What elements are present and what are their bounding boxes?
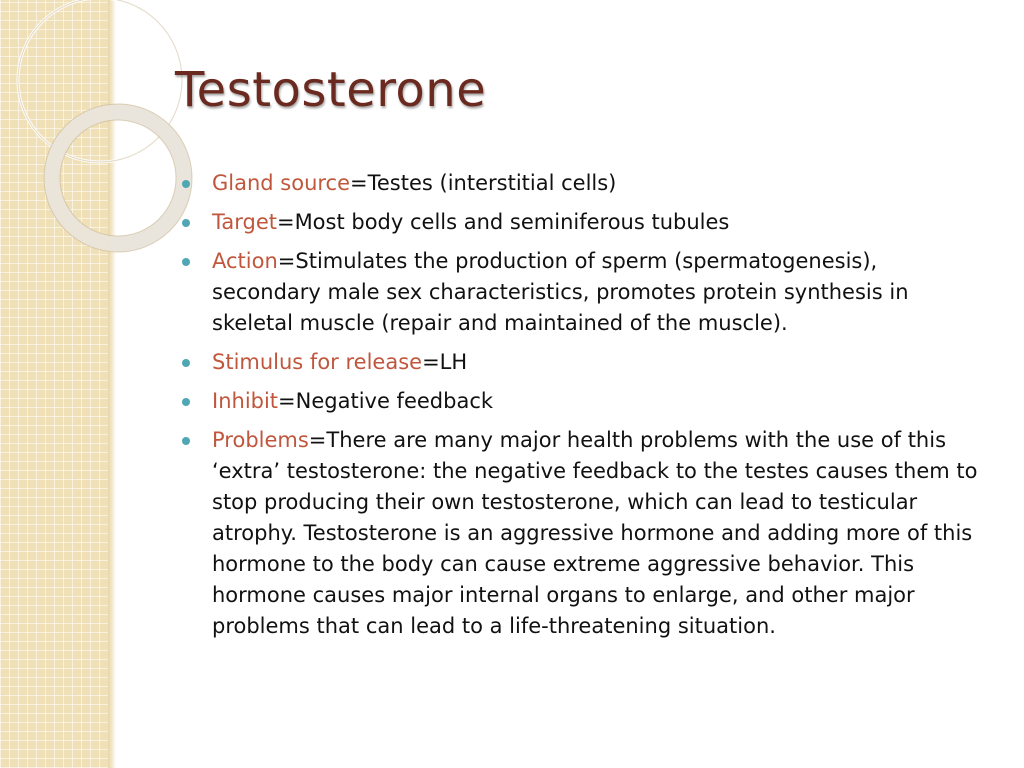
bullet-text: =Negative feedback — [278, 389, 494, 413]
bullet-item — [180, 347, 990, 378]
bullet-text: =Testes (interstitial cells) — [350, 171, 617, 195]
bullet-text: =There are many major health problems with the use of this ‘extra’ testosterone: the negative feedback to the testes causes them to stop producing their own testosterone, which can lead to testicular atrophy. Testosterone is an aggressive hormone and adding more of this hormone to the body can cause extreme aggressive behavior. This hormone causes major internal organs to enlarge, and other major problems that can lead to a life-threatening situation. — [212, 428, 978, 638]
bullet-term: Inhibit — [212, 389, 279, 413]
bullet-icon — [182, 180, 190, 188]
bullet-term: Gland source — [212, 171, 351, 195]
bullet-icon — [182, 359, 190, 367]
sidebar-edge — [108, 0, 116, 768]
bullet-term: Problems — [212, 428, 309, 452]
bullet-item — [180, 246, 990, 339]
bullet-list — [180, 168, 990, 650]
bullet-item — [180, 207, 990, 238]
slide-title: Testosterone — [175, 62, 487, 118]
bullet-icon — [182, 437, 190, 445]
bullet-item — [180, 168, 990, 199]
bullet-icon — [182, 219, 190, 227]
bullet-text: =Stimulates the production of sperm (spermatogenesis), secondary male sex characteristics, promotes protein synthesis in skeletal muscle (repair and maintained of the muscle). — [212, 249, 909, 335]
bullet-term: Target — [212, 210, 277, 234]
bullet-item — [180, 386, 990, 417]
bullet-text: =LH — [422, 350, 468, 374]
bullet-icon — [182, 258, 190, 266]
bullet-term: Stimulus for release — [212, 350, 423, 374]
bullet-term: Action — [212, 249, 278, 273]
decorative-sidebar — [0, 0, 108, 768]
bullet-item — [180, 425, 990, 642]
bullet-icon — [182, 398, 190, 406]
bullet-text: =Most body cells and seminiferous tubules — [276, 210, 730, 234]
